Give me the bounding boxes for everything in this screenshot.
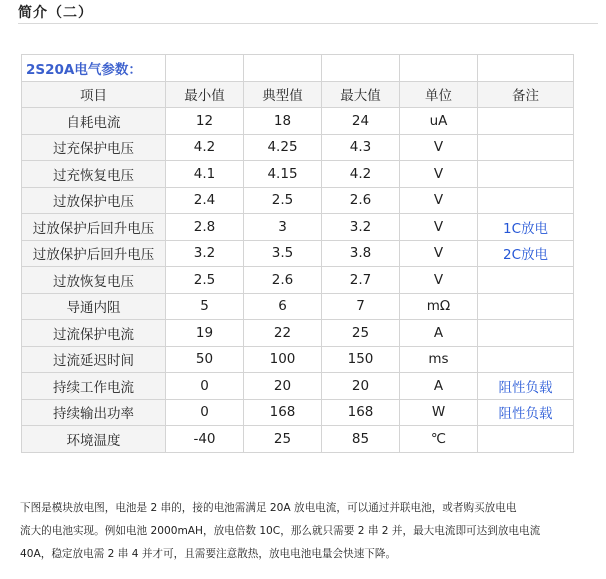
table-row	[22, 134, 574, 161]
table-title: 2S20A电气参数：	[22, 55, 166, 82]
cell-max: 7	[322, 293, 400, 320]
cell-typ: 2.6	[244, 267, 322, 294]
description-line: 40A，稳定放电需 2 串 4 并才可，且需要注意散热，放电电池电量会快速下降。	[20, 548, 397, 560]
cell-unit: A	[400, 320, 478, 347]
cell-min: 5	[166, 293, 244, 320]
spec-table	[21, 54, 574, 453]
cell-note	[478, 320, 574, 347]
cell-note	[478, 426, 574, 453]
section-title: 简介（二）	[18, 5, 93, 21]
column-header-unit: 单位	[400, 81, 478, 108]
cell-min: 0	[166, 399, 244, 426]
cell-min: 4.2	[166, 134, 244, 161]
cell-min: 2.5	[166, 267, 244, 294]
table-row	[22, 108, 574, 135]
cell-unit: A	[400, 373, 478, 400]
cell-unit: V	[400, 161, 478, 188]
cell-typ: 20	[244, 373, 322, 400]
cell-note	[478, 134, 574, 161]
cell-item: 过流保护电流	[22, 320, 166, 347]
table-title-row	[22, 55, 574, 82]
description	[20, 497, 592, 566]
table-row	[22, 214, 574, 241]
cell-typ: 3.5	[244, 240, 322, 267]
cell-min: 0	[166, 373, 244, 400]
cell-note: 1C放电	[478, 214, 574, 241]
empty-cell	[244, 55, 322, 82]
empty-cell	[322, 55, 400, 82]
cell-note: 阻性负载	[478, 399, 574, 426]
cell-max: 4.3	[322, 134, 400, 161]
cell-item: 过放保护后回升电压	[22, 214, 166, 241]
cell-min: 12	[166, 108, 244, 135]
cell-max: 2.6	[322, 187, 400, 214]
cell-typ: 4.25	[244, 134, 322, 161]
cell-typ: 4.15	[244, 161, 322, 188]
cell-unit: V	[400, 267, 478, 294]
cell-unit: V	[400, 240, 478, 267]
cell-unit: uA	[400, 108, 478, 135]
cell-typ: 18	[244, 108, 322, 135]
cell-item: 过充保护电压	[22, 134, 166, 161]
cell-item: 自耗电流	[22, 108, 166, 135]
cell-item: 持续输出功率	[22, 399, 166, 426]
cell-item: 过流延迟时间	[22, 346, 166, 373]
cell-max: 24	[322, 108, 400, 135]
cell-max: 85	[322, 426, 400, 453]
cell-typ: 25	[244, 426, 322, 453]
table-row	[22, 426, 574, 453]
cell-note	[478, 187, 574, 214]
cell-typ: 3	[244, 214, 322, 241]
cell-note: 2C放电	[478, 240, 574, 267]
cell-item: 持续工作电流	[22, 373, 166, 400]
column-header-max: 最大值	[322, 81, 400, 108]
cell-note	[478, 108, 574, 135]
cell-unit: mΩ	[400, 293, 478, 320]
cell-item: 导通内阻	[22, 293, 166, 320]
table-row	[22, 267, 574, 294]
column-header-note: 备注	[478, 81, 574, 108]
table-row	[22, 293, 574, 320]
cell-max: 4.2	[322, 161, 400, 188]
cell-note	[478, 161, 574, 188]
cell-unit: ms	[400, 346, 478, 373]
cell-min: 2.8	[166, 214, 244, 241]
cell-max: 150	[322, 346, 400, 373]
cell-typ: 168	[244, 399, 322, 426]
cell-max: 25	[322, 320, 400, 347]
table-row	[22, 187, 574, 214]
table-row	[22, 161, 574, 188]
cell-item: 环境温度	[22, 426, 166, 453]
description-line: 下图是模块放电图，电池是 2 串的，接的电池需满足 20A 放电电流，可以通过并联电池，或者购买放电电	[20, 502, 517, 514]
cell-unit: W	[400, 399, 478, 426]
cell-note	[478, 346, 574, 373]
cell-note	[478, 267, 574, 294]
title-divider	[18, 23, 598, 24]
cell-min: 2.4	[166, 187, 244, 214]
cell-unit: V	[400, 187, 478, 214]
cell-item: 过放保护后回升电压	[22, 240, 166, 267]
cell-typ: 6	[244, 293, 322, 320]
cell-typ: 22	[244, 320, 322, 347]
empty-cell	[400, 55, 478, 82]
cell-typ: 2.5	[244, 187, 322, 214]
cell-max: 3.8	[322, 240, 400, 267]
table-row	[22, 399, 574, 426]
cell-max: 20	[322, 373, 400, 400]
empty-cell	[166, 55, 244, 82]
cell-unit: V	[400, 134, 478, 161]
empty-cell	[478, 55, 574, 82]
cell-min: 4.1	[166, 161, 244, 188]
table-header-row	[22, 81, 574, 108]
cell-item: 过放保护电压	[22, 187, 166, 214]
cell-item: 过充恢复电压	[22, 161, 166, 188]
cell-min: 19	[166, 320, 244, 347]
column-header-item: 项目	[22, 81, 166, 108]
cell-max: 168	[322, 399, 400, 426]
cell-note	[478, 293, 574, 320]
cell-typ: 100	[244, 346, 322, 373]
table-row	[22, 373, 574, 400]
cell-unit: ℃	[400, 426, 478, 453]
description-line: 流大的电池实现。例如电池 2000mAH，放电倍数 10C，那么就只需要 2 串 2 并，最大电流即可达到放电电流	[20, 525, 541, 537]
column-header-min: 最小值	[166, 81, 244, 108]
table-row	[22, 346, 574, 373]
column-header-typ: 典型值	[244, 81, 322, 108]
cell-note: 阻性负载	[478, 373, 574, 400]
cell-unit: V	[400, 214, 478, 241]
cell-max: 3.2	[322, 214, 400, 241]
cell-max: 2.7	[322, 267, 400, 294]
cell-min: 50	[166, 346, 244, 373]
table-row	[22, 240, 574, 267]
cell-item: 过放恢复电压	[22, 267, 166, 294]
table-row	[22, 320, 574, 347]
cell-min: -40	[166, 426, 244, 453]
cell-min: 3.2	[166, 240, 244, 267]
